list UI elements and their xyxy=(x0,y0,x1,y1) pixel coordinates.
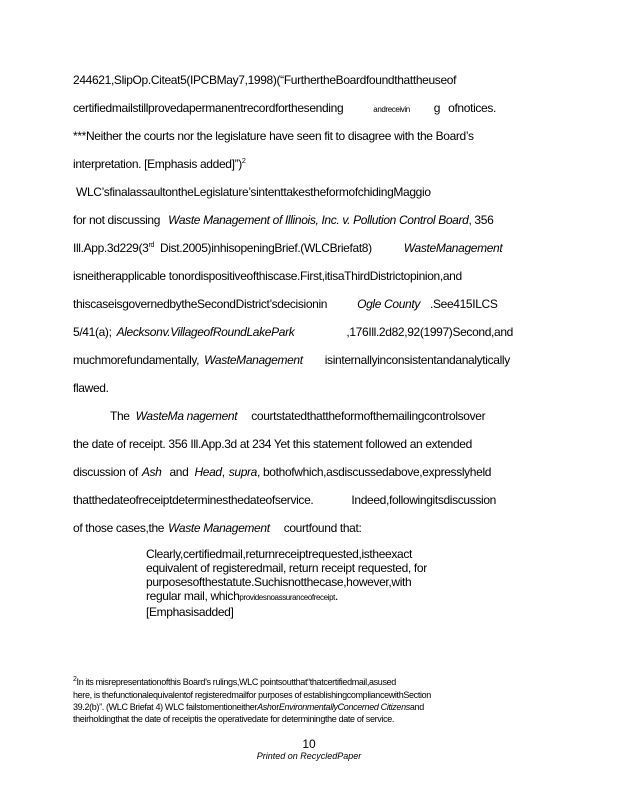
body-text: discussion of xyxy=(73,465,138,479)
body-line-9 xyxy=(73,297,541,311)
footnote-reference: 2 xyxy=(241,158,246,165)
body-line-14 xyxy=(73,437,541,451)
footnote-line-2 xyxy=(73,690,543,701)
body-text: isneitherapplicable tonordispositiveofthiscase.First,itisaThirdDistrictopinion,and xyxy=(73,269,462,283)
body-text: WLC’sfinalassaultontheLegislature’sintenttakestheformofchidingMaggio xyxy=(76,185,431,199)
quote-line-3: purposesofthestatute.Suchisnotthecase,however,with xyxy=(146,575,412,589)
body-text: flawed. xyxy=(73,381,109,395)
case-citation: WasteMa nagement xyxy=(135,409,238,423)
body-line-5 xyxy=(76,185,544,199)
footnote-text: 39.2(b)”. (WLC Briefat 4) WLC failstomentioneither xyxy=(73,702,258,712)
ordinal-suffix: rd xyxy=(148,242,155,249)
body-line-1 xyxy=(73,73,541,87)
body-text: Ill.App.3d229(3 xyxy=(73,241,149,255)
body-text: isinternallyinconsistentandanalytically xyxy=(324,353,510,367)
body-text: , 356 xyxy=(468,213,494,227)
body-text: certifiedmailstillprovedapermanentrecordforthesending xyxy=(73,101,344,115)
footnote-text: or xyxy=(271,702,279,712)
footnote-mark: 2 xyxy=(73,676,77,683)
body-text: Indeed,followingitsdiscussion xyxy=(351,493,496,507)
case-citation: WasteManagement xyxy=(403,241,503,255)
body-text: courtfound that: xyxy=(283,521,362,535)
footnote-text: In its misrepresentationofthis Board’s rulings,WLC pointsoutthat“thatcertifiedmail,asused xyxy=(76,677,396,687)
quote-text: receipt xyxy=(313,593,335,602)
body-text: for not discussing xyxy=(73,213,161,227)
block-quote xyxy=(146,547,466,619)
body-text: .See415ILCS xyxy=(429,297,498,311)
case-citation: EnvironmentallyConcerned Citizens xyxy=(278,702,410,712)
page-number: 10 xyxy=(302,737,316,751)
footnote-text: and xyxy=(409,702,424,712)
quote-text: provides xyxy=(239,593,267,602)
case-citation: Head xyxy=(194,465,222,479)
body-line-6 xyxy=(73,213,541,227)
quote-text: of xyxy=(307,593,314,602)
footnote-line-1 xyxy=(73,677,543,688)
body-text: the date of receipt. 356 Ill.App.3d at 234 Yet this statement followed an extended xyxy=(73,437,472,451)
body-text: , bothofwhich,asdiscussedabove,expresslyheld xyxy=(257,465,492,479)
case-citation: Ash xyxy=(141,465,162,479)
footnote-text: here, is thefunctionalequivalentof registeredmailfor purposes of establishingcompliancewithSection xyxy=(73,690,431,700)
body-line-16 xyxy=(73,493,541,507)
case-citation: supra xyxy=(228,465,258,479)
body-text: interpretation. [Emphasis added]”) xyxy=(73,157,242,171)
body-text: and xyxy=(169,465,189,479)
body-text: 5/41(a); xyxy=(73,325,112,339)
case-citation: Alecksonv.VillageofRoundLakePark xyxy=(116,325,295,339)
footnote-text: theirholdingthat the date of receiptis the operativedate for determiningthe date of service. xyxy=(73,714,395,724)
quote-line-5: [Emphasisadded] xyxy=(146,605,234,619)
footnote-line-4 xyxy=(73,714,543,725)
body-text: , xyxy=(221,465,225,479)
body-text: g xyxy=(433,101,441,115)
body-text: The xyxy=(110,409,130,423)
quote-line-4 xyxy=(146,589,466,605)
body-line-10 xyxy=(73,325,541,339)
body-line-3 xyxy=(73,129,541,143)
body-text: muchmorefundamentally, xyxy=(73,353,200,367)
body-line-15 xyxy=(73,465,541,479)
body-text: ,176Ill.2d82,92(1997)Second,and xyxy=(346,325,513,339)
body-text: ofnotices. xyxy=(448,101,496,115)
body-line-11 xyxy=(73,353,541,367)
footnote-line-3 xyxy=(73,702,543,713)
body-text: andreceivin xyxy=(373,105,410,114)
quote-line-2: equivalent of registeredmail, return receipt requested, for xyxy=(146,561,427,575)
case-citation: Ogle County xyxy=(357,297,420,311)
quote-text: assurance xyxy=(274,593,308,602)
quote-text: . xyxy=(334,589,338,603)
body-line-17 xyxy=(73,521,541,535)
body-text: thatthedateofreceiptdeterminesthedateofservice. xyxy=(73,493,314,507)
body-line-13 xyxy=(110,409,578,423)
body-line-12 xyxy=(73,381,541,395)
case-citation: Ash xyxy=(257,702,272,712)
case-citation: Waste Management of Illinois, Inc. v. Pollution Control Board xyxy=(168,213,469,227)
body-text: courtstatedthattheformofthemailingcontrolsover xyxy=(251,409,486,423)
body-text: thiscaseisgovernedbytheSecondDistrict’sdecisionin xyxy=(73,297,328,311)
case-citation: Waste Management xyxy=(168,521,270,535)
body-text: of those cases,the xyxy=(73,521,165,535)
body-line-8 xyxy=(73,269,541,283)
body-text: ***Neither the courts nor the legislature have seen fit to disagree with the Board’s xyxy=(73,129,474,143)
body-text: 244621,SlipOp.Citeat5(IPCBMay7,1998)(“FurthertheBoardfoundthattheuseof xyxy=(73,73,457,87)
quote-text: regular mail, which xyxy=(146,589,240,603)
body-text: Dist.2005)inhisopeningBrief.(WLCBriefat8) xyxy=(160,241,372,255)
body-line-4 xyxy=(73,157,541,171)
body-line-7 xyxy=(73,241,541,255)
quote-line-1: Clearly,certifiedmail,returnreceiptrequested,istheexact xyxy=(146,547,412,561)
body-line-2 xyxy=(73,101,541,117)
case-citation: WasteManagement xyxy=(204,353,303,367)
recycled-paper-note: Printed on RecycledPaper xyxy=(256,751,362,761)
quote-text: no xyxy=(266,593,275,602)
